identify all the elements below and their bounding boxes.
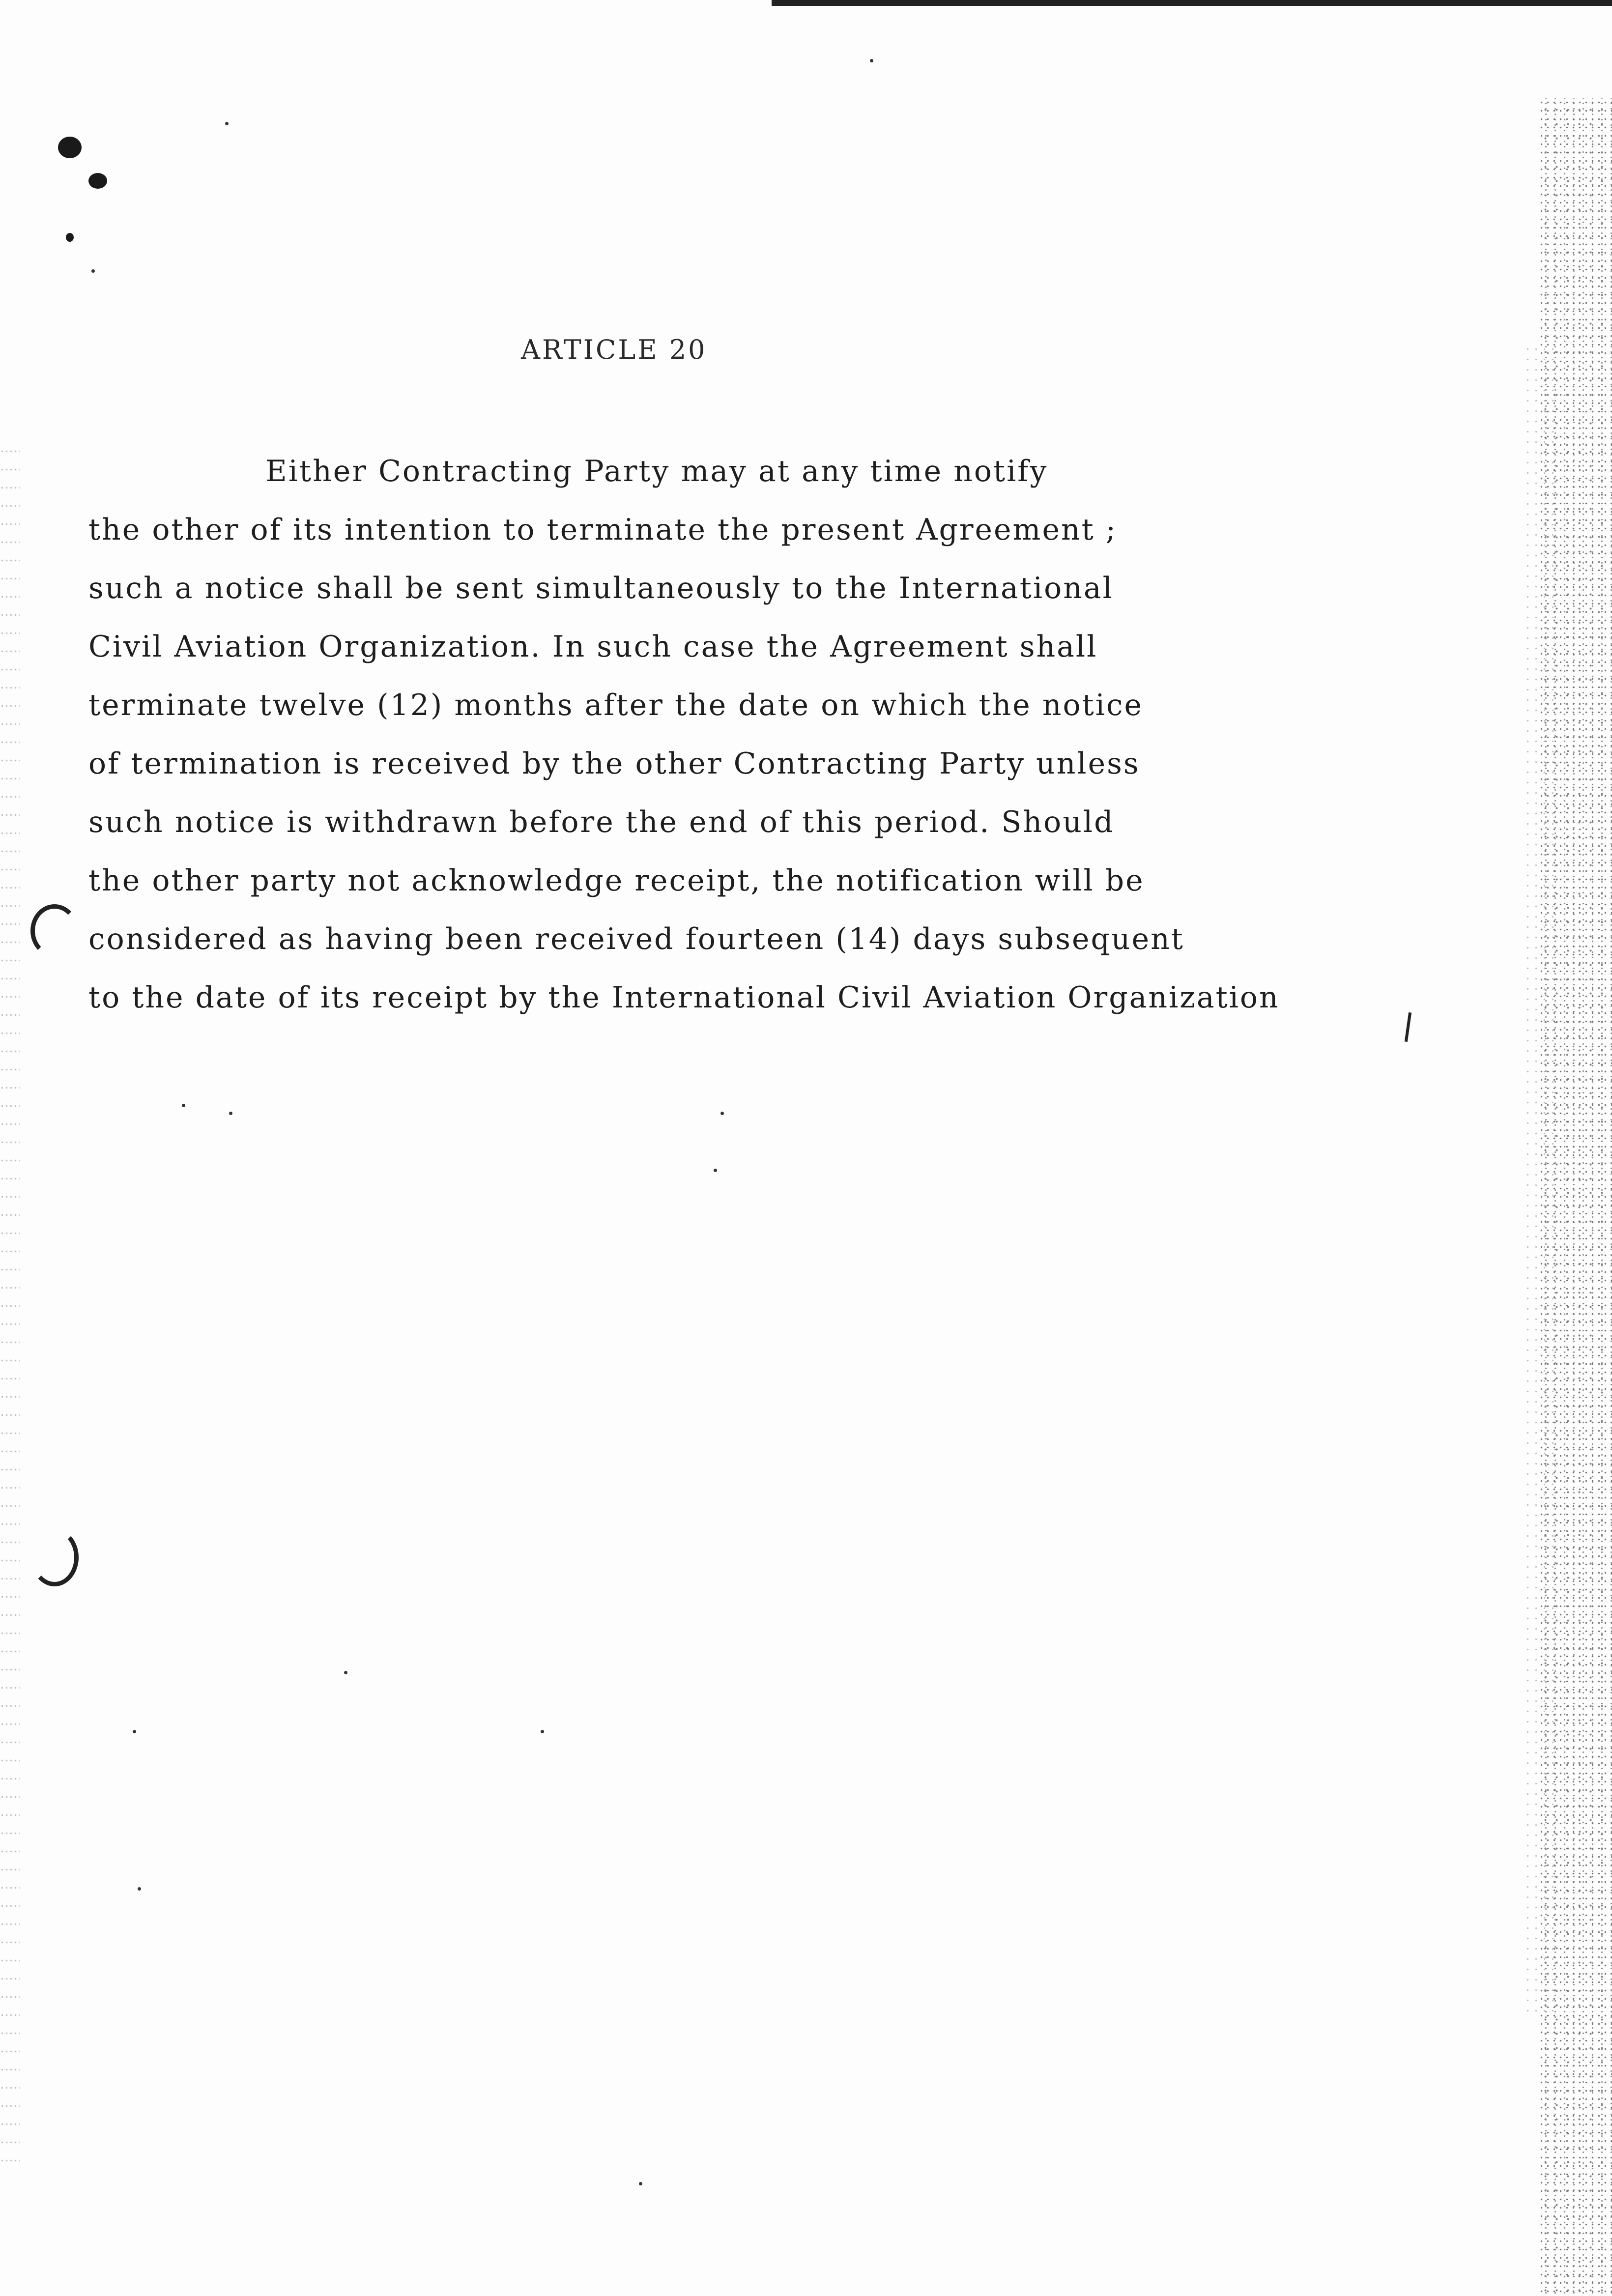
paragraph-line: such notice is withdrawn before the end of this period. Should [88,805,1115,839]
scan-speck [870,59,873,62]
scan-speck [639,2182,642,2185]
scan-speck [720,1112,724,1115]
scan-blot [66,233,74,242]
paragraph-line: the other party not acknowledge receipt, the notification will be [88,863,1145,898]
margin-bracket-mark [30,1528,79,1586]
scan-blot [58,137,82,158]
paragraph-line: the other of its intention to terminate the present Agreement ; [88,513,1118,547]
paragraph-line: considered as having been received fourteen (14) days subsequent [88,922,1184,956]
scan-speck [541,1730,544,1733]
margin-tick-mark [1405,1012,1411,1042]
scan-speck [714,1169,717,1172]
scan-speck [225,122,229,125]
scan-speck [138,1887,141,1891]
left-edge-scan-noise [0,442,20,2162]
scan-speck [182,1104,185,1107]
paragraph-line: terminate twelve (12) months after the date on which the notice [88,688,1144,722]
scan-blot [88,173,107,189]
top-rule [772,0,1612,6]
scan-speck [344,1671,347,1674]
right-edge-scan-noise-inner [1524,344,1558,2015]
paragraph-line: Civil Aviation Organization. In such case the Agreement shall [88,630,1098,664]
scan-speck [133,1730,136,1733]
paragraph-line: to the date of its receipt by the International Civil Aviation Organization [88,980,1280,1015]
article-paragraph [88,442,1347,1027]
margin-bracket-mark [30,904,79,957]
article-heading: ARTICLE 20 [521,334,707,365]
scan-speck [91,269,95,273]
paragraph-line: Either Contracting Party may at any time notify [265,454,1048,488]
scan-speck [229,1112,232,1115]
paragraph-line: such a notice shall be sent simultaneously to the International [88,571,1114,605]
paragraph-line: of termination is received by the other Contracting Party unless [88,746,1140,781]
